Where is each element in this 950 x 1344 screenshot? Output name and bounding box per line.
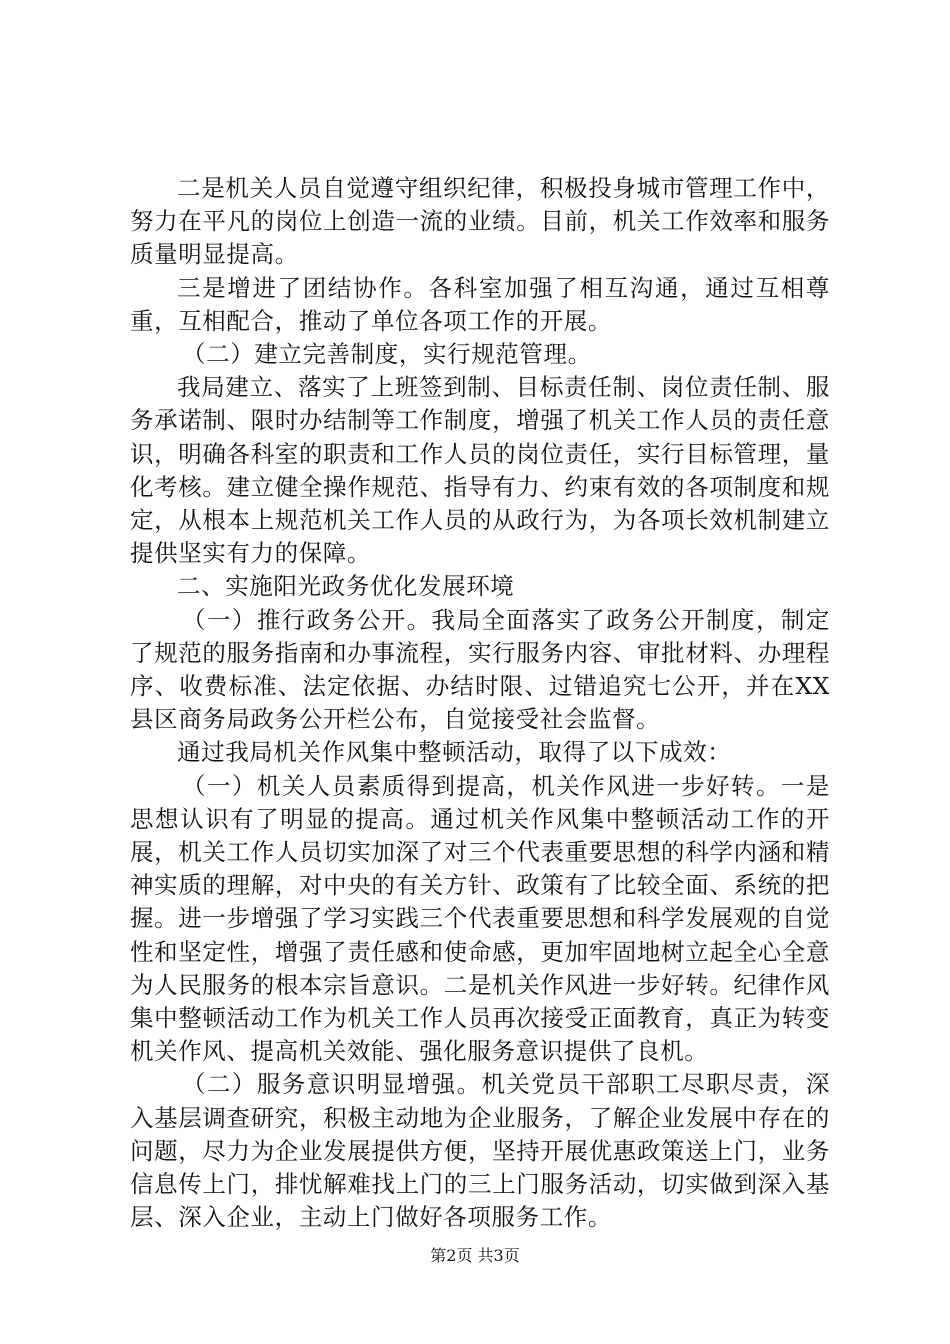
paragraph-2: 三是增进了团结协作。各科室加强了相互沟通，通过互相尊重，互相配合，推动了单位各项工作的开展。 [130, 273, 830, 335]
page-number: 第2页 共3页 [430, 1246, 520, 1265]
section-heading-2: （二）建立完善制度，实行规范管理。 [182, 340, 592, 369]
paragraph-7: （二）服务意识明显增强。机关党员干部职工尽职尽责，深入基层调查研究，积极主动地为企业服务，了解企业发展中存在的问题，尽力为企业发展提供方便，坚持开展优惠政策送上门，业务信息传上门，排忧解难找上门的三上门服务活动，切实做到深入基层、深入企业，主动上门做好各项服务工作。 [130, 1070, 830, 1232]
section-heading-main-2: 二、实施阳光政务优化发展环境 [177, 572, 515, 601]
document-body [130, 172, 830, 1235]
paragraph-1: 二是机关人员自觉遵守组织纪律，积极投身城市管理工作中，努力在平凡的岗位上创造一流的业绩。目前，机关工作效率和服务质量明显提高。 [130, 174, 830, 269]
paragraph-3: 我局建立、落实了上班签到制、目标责任制、岗位责任制、服务承诺制、限时办结制等工作制度，增强了机关工作人员的责任意识，明确各科室的职责和工作人员的岗位责任，实行目标管理，量化考核。建立健全操作规范、指导有力、约束有效的各项制度和规定，从根本上规范机关工作人员的从政行为，为各项长效机制建立提供坚实有力的保障。 [130, 373, 830, 568]
paragraph-6: （一）机关人员素质得到提高，机关作风进一步好转。一是思想认识有了明显的提高。通过机关作风集中整顿活动工作的开展，机关工作人员切实加深了对三个代表重要思想的科学内涵和精神实质的理解，对中央的有关方针、政策有了比较全面、系统的把握。进一步增强了学习实践三个代表重要思想和科学发展观的自觉性和坚定性，增强了责任感和使命感，更加牢固地树立起全心全意为人民服务的根本宗旨意识。二是机关作风进一步好转。纪律作风集中整顿活动工作为机关工作人员再次接受正面教育，真正为转变机关作风、提高机关效能、强化服务意识提供了良机。 [130, 771, 830, 1066]
paragraph-4: （一）推行政务公开。我局全面落实了政务公开制度，制定了规范的服务指南和办事流程，实行服务内容、审批材料、办理程序、收费标准、法定依据、办结时限、过错追究七公开，并在XX县区商务局政务公开栏公布，自觉接受社会监督。 [130, 605, 830, 734]
paragraph-5: 通过我局机关作风集中整顿活动，取得了以下成效： [177, 738, 732, 767]
